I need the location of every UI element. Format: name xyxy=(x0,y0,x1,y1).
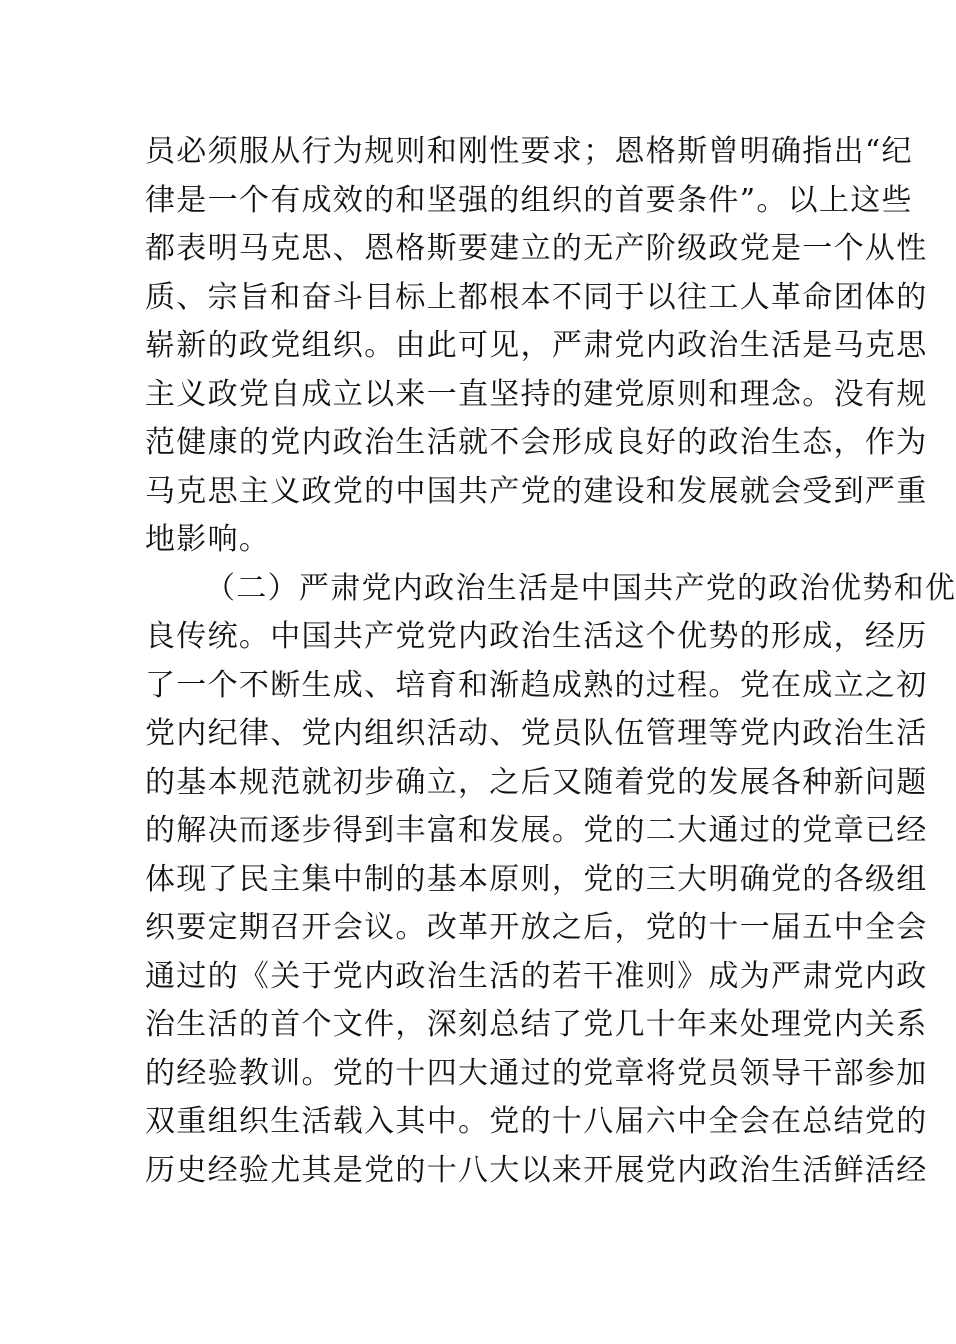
text-line: 通过的《关于党内政治生活的若干准则》成为严肃党内政 xyxy=(145,958,928,994)
text-line: 质、宗旨和奋斗目标上都根本不同于以往工人革命团体的 xyxy=(145,279,928,315)
text-line: 了一个不断生成、培育和渐趋成熟的过程。党在成立之初 xyxy=(145,667,928,703)
section-heading-line: （二）严肃党内政治生活是中国共产党的政治优势和优 xyxy=(205,570,956,606)
text-line: 的解决而逐步得到丰富和发展。党的二大通过的党章已经 xyxy=(145,813,928,848)
text-line: 良传统。中国共产党党内政治生活这个优势的形成，经历 xyxy=(145,619,928,654)
body-text xyxy=(145,128,956,1195)
text-line: 地影响。 xyxy=(145,522,271,557)
text-line: 党内纪律、党内组织活动、党员队伍管理等党内政治生活 xyxy=(145,716,928,751)
text-line: 都表明马克思、恩格斯要建立的无产阶级政党是一个从性 xyxy=(145,231,928,266)
text-line: 双重组织生活载入其中。党的十八届六中全会在总结党的 xyxy=(145,1104,928,1139)
text-line: 的经验教训。党的十四大通过的党章将党员领导干部参加 xyxy=(145,1055,928,1091)
text-line: 主义政党自成立以来一直坚持的建党原则和理念。没有规 xyxy=(145,376,928,412)
text-line: 织要定期召开会议。改革开放之后，党的十一届五中全会 xyxy=(145,910,928,945)
text-line: 范健康的党内政治生活就不会形成良好的政治生态，作为 xyxy=(145,425,928,460)
text-line: 治生活的首个文件，深刻总结了党几十年来处理党内关系 xyxy=(145,1007,928,1042)
text-line: 员必须服从行为规则和刚性要求；恩格斯曾明确指出“纪 xyxy=(145,134,913,169)
text-line: 马克思主义政党的中国共产党的建设和发展就会受到严重 xyxy=(145,473,928,509)
text-line: 崭新的政党组织。由此可见，严肃党内政治生活是马克思 xyxy=(145,328,928,363)
text-line: 的基本规范就初步确立，之后又随着党的发展各种新问题 xyxy=(145,764,928,800)
text-line: 体现了民主集中制的基本原则，党的三大明确党的各级组 xyxy=(145,861,928,897)
text-line: 历史经验尤其是党的十八大以来开展党内政治生活鲜活经 xyxy=(145,1152,928,1188)
text-line: 律是一个有成效的和坚强的组织的首要条件”。以上这些 xyxy=(145,182,913,218)
